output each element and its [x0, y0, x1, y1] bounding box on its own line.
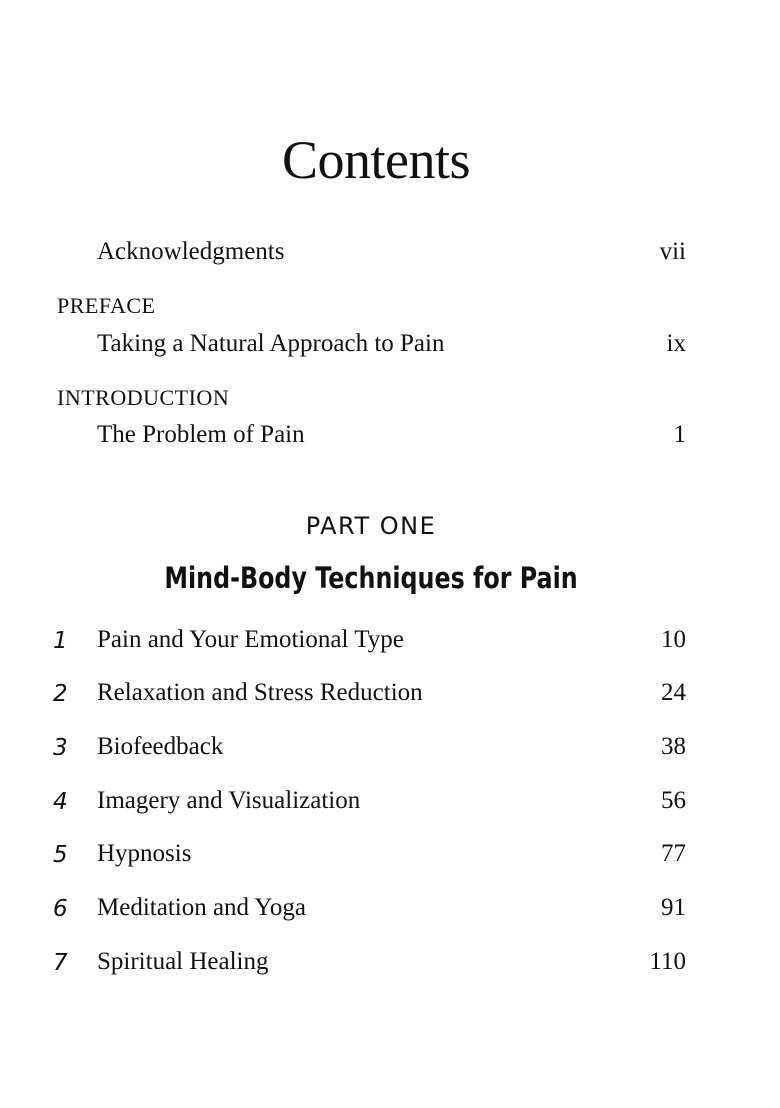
- part-label: PART ONE: [305, 512, 437, 540]
- chapter-number: 5: [53, 842, 68, 868]
- entry-title: The Problem of Pain: [97, 421, 305, 448]
- chapter-title: Imagery and Visualization: [97, 787, 361, 814]
- chapter-number: 4: [53, 789, 68, 815]
- chapter-number: 2: [53, 681, 68, 707]
- entry-page-number: ix: [666, 330, 686, 357]
- chapter-page-number: 24: [661, 679, 686, 706]
- chapter-title: Hypnosis: [97, 840, 192, 867]
- chapter-page-number: 38: [661, 733, 686, 760]
- chapter-number: 3: [53, 735, 68, 761]
- chapter-title: Spiritual Healing: [97, 948, 269, 975]
- chapter-page-number: 10: [661, 626, 686, 653]
- chapter-page-number: 77: [661, 840, 686, 867]
- chapter-number: 6: [53, 896, 68, 922]
- entry-page-number: 1: [673, 421, 686, 448]
- chapter-title: Relaxation and Stress Reduction: [97, 679, 423, 706]
- section-label: PREFACE: [57, 293, 156, 318]
- chapter-page-number: 91: [661, 894, 686, 921]
- chapter-number: 7: [53, 950, 68, 976]
- chapter-page-number: 56: [661, 787, 686, 814]
- chapter-title: Biofeedback: [97, 733, 224, 760]
- chapter-page-number: 110: [649, 948, 686, 975]
- part-title: Mind-Body Techniques for Pain: [164, 561, 578, 595]
- entry-title: Acknowledgments: [97, 238, 285, 265]
- section-label: INTRODUCTION: [57, 385, 230, 410]
- entry-title: Taking a Natural Approach to Pain: [97, 330, 445, 357]
- entry-page-number: vii: [659, 238, 686, 265]
- chapter-title: Meditation and Yoga: [97, 894, 307, 921]
- page-title: Contents: [281, 130, 470, 190]
- chapter-number: 1: [53, 628, 68, 654]
- chapter-title: Pain and Your Emotional Type: [97, 626, 404, 653]
